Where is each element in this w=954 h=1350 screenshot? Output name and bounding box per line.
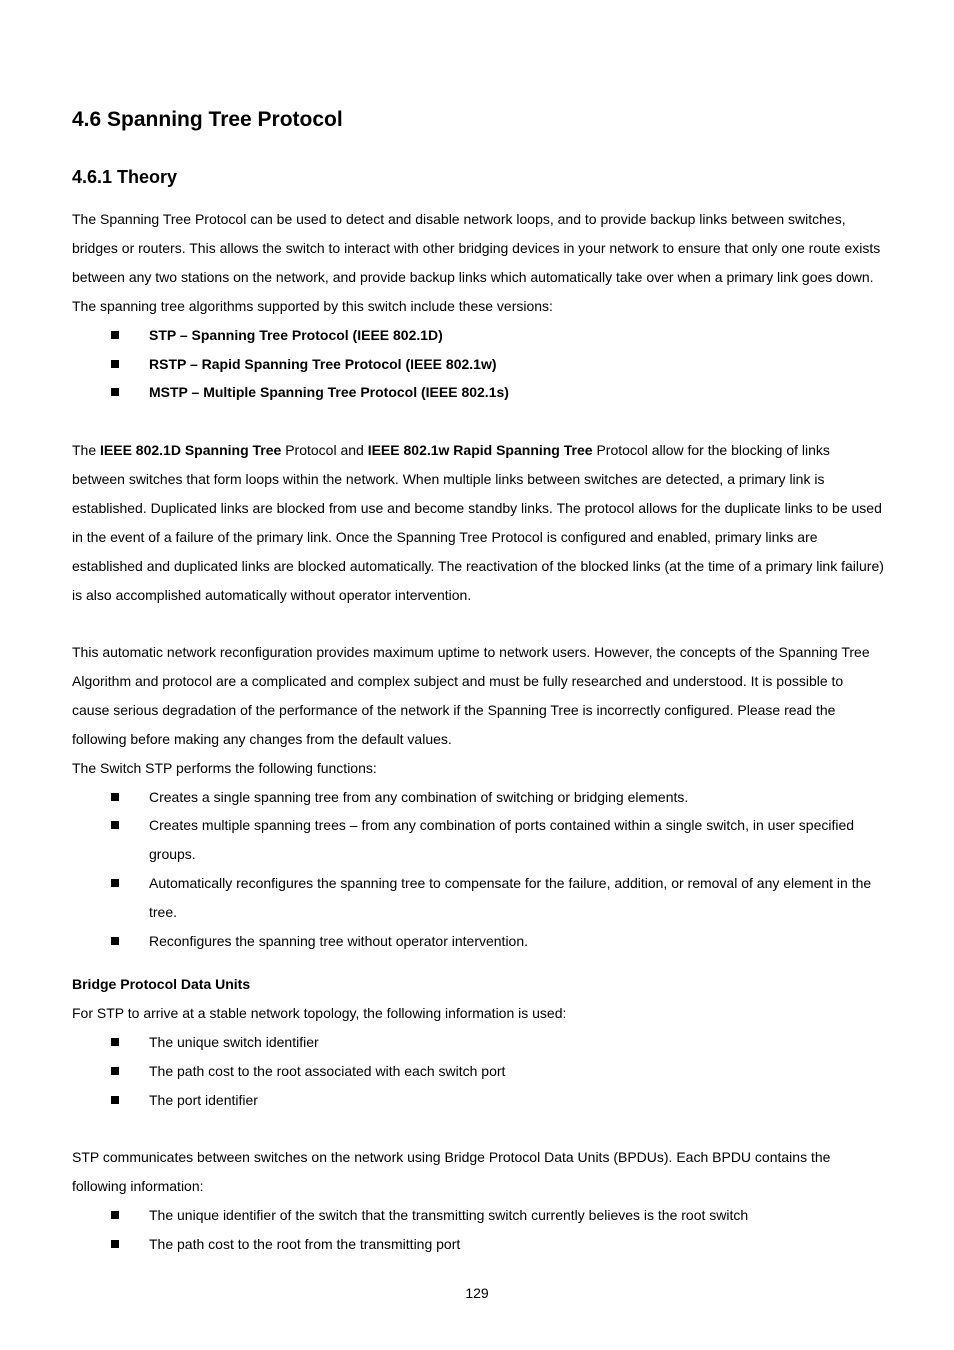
bpdu-heading: Bridge Protocol Data Units [72, 976, 251, 992]
list-item: Automatically reconfigures the spanning tree to compensate for the failure, addition, or removal of any element in the tree. [72, 869, 884, 927]
list-item: The path cost to the root from the transmitting port [72, 1230, 884, 1259]
list-item: The path cost to the root associated with each switch port [72, 1057, 884, 1086]
protocol-paragraph: The IEEE 802.1D Spanning Tree Protocol and IEEE 802.1w Rapid Spanning Tree Protocol allow for the blocking of links between switches that form loops within the network. When multiple links between switches are detected, a primary link is established. Duplicated links are blocked from use and become standby links. The protocol allows for the duplicate links to be used in the event of a failure of the primary link. Once the Spanning Tree Protocol is configured and enabled, primary links are established and duplicated links are blocked automatically. The reactivation of the blocked links (at the time of a primary link failure) is also accomplished automatically without operator intervention. [72, 442, 884, 603]
section-title: 4.6 Spanning Tree Protocol [72, 108, 343, 131]
bpdu-block [72, 970, 884, 1115]
list-item: RSTP – Rapid Spanning Tree Protocol (IEEE 802.1w) [72, 350, 884, 379]
list-item: MSTP – Multiple Spanning Tree Protocol (IEEE 802.1s) [72, 378, 884, 407]
functions-list [72, 783, 884, 956]
square-bullet-icon [111, 1211, 119, 1219]
intro-paragraph: The Spanning Tree Protocol can be used to detect and disable network loops, and to provide backup links between switches, bridges or routers. This allows the switch to interact with other bridging devices in your network to ensure that only one route exists between any two stations on the network, and provide backup links which automatically take over when a primary link goes down. The spanning tree algorithms supported by this switch include these versions: [72, 211, 881, 314]
bpdu-info-list [72, 1028, 884, 1115]
square-bullet-icon [111, 388, 119, 396]
page-number: 129 [465, 1285, 489, 1301]
square-bullet-icon [111, 821, 119, 829]
list-item: STP – Spanning Tree Protocol (IEEE 802.1D) [72, 321, 884, 350]
square-bullet-icon [111, 1038, 119, 1046]
square-bullet-icon [111, 793, 119, 801]
square-bullet-icon [111, 1067, 119, 1075]
square-bullet-icon [111, 360, 119, 368]
square-bullet-icon [111, 1240, 119, 1248]
bold-term: IEEE 802.1D Spanning Tree [100, 442, 282, 458]
square-bullet-icon [111, 879, 119, 887]
square-bullet-icon [111, 1096, 119, 1104]
intro-block [72, 205, 884, 407]
list-item: The unique identifier of the switch that the transmitting switch currently believes is the root switch [72, 1201, 884, 1230]
square-bullet-icon [111, 937, 119, 945]
subsection-title: 4.6.1 Theory [72, 167, 178, 187]
functions-intro: The Switch STP performs the following functions: [72, 759, 377, 776]
list-item: The port identifier [72, 1086, 884, 1115]
bold-term: IEEE 802.1w Rapid Spanning Tree [367, 442, 593, 458]
bpdu-contents-block [72, 1143, 884, 1259]
list-item: Reconfigures the spanning tree without operator intervention. [72, 927, 884, 956]
list-item: Creates a single spanning tree from any combination of switching or bridging elements. [72, 783, 884, 812]
bpdu-contents-list [72, 1201, 884, 1259]
list-item: Creates multiple spanning trees – from any combination of ports contained within a single switch, in user specified groups. [72, 811, 884, 869]
versions-list [72, 321, 884, 408]
bpdu-intro: For STP to arrive at a stable network topology, the following information is used: [72, 1004, 567, 1021]
reconfiguration-paragraph: This automatic network reconfiguration provides maximum uptime to network users. However, the concepts of the Spanning Tree Algorithm and protocol are a complicated and complex subject and must be fully researched and understood. It is possible to cause serious degradation of the performance of the network if the Spanning Tree is incorrectly configured. Please read the following before making any changes from the default values. [72, 644, 870, 747]
bpdu-paragraph: STP communicates between switches on the network using Bridge Protocol Data Units (BPDUs). Each BPDU contains the following information: [72, 1149, 831, 1194]
square-bullet-icon [111, 331, 119, 339]
reconfiguration-block [72, 638, 884, 956]
list-item: The unique switch identifier [72, 1028, 884, 1057]
